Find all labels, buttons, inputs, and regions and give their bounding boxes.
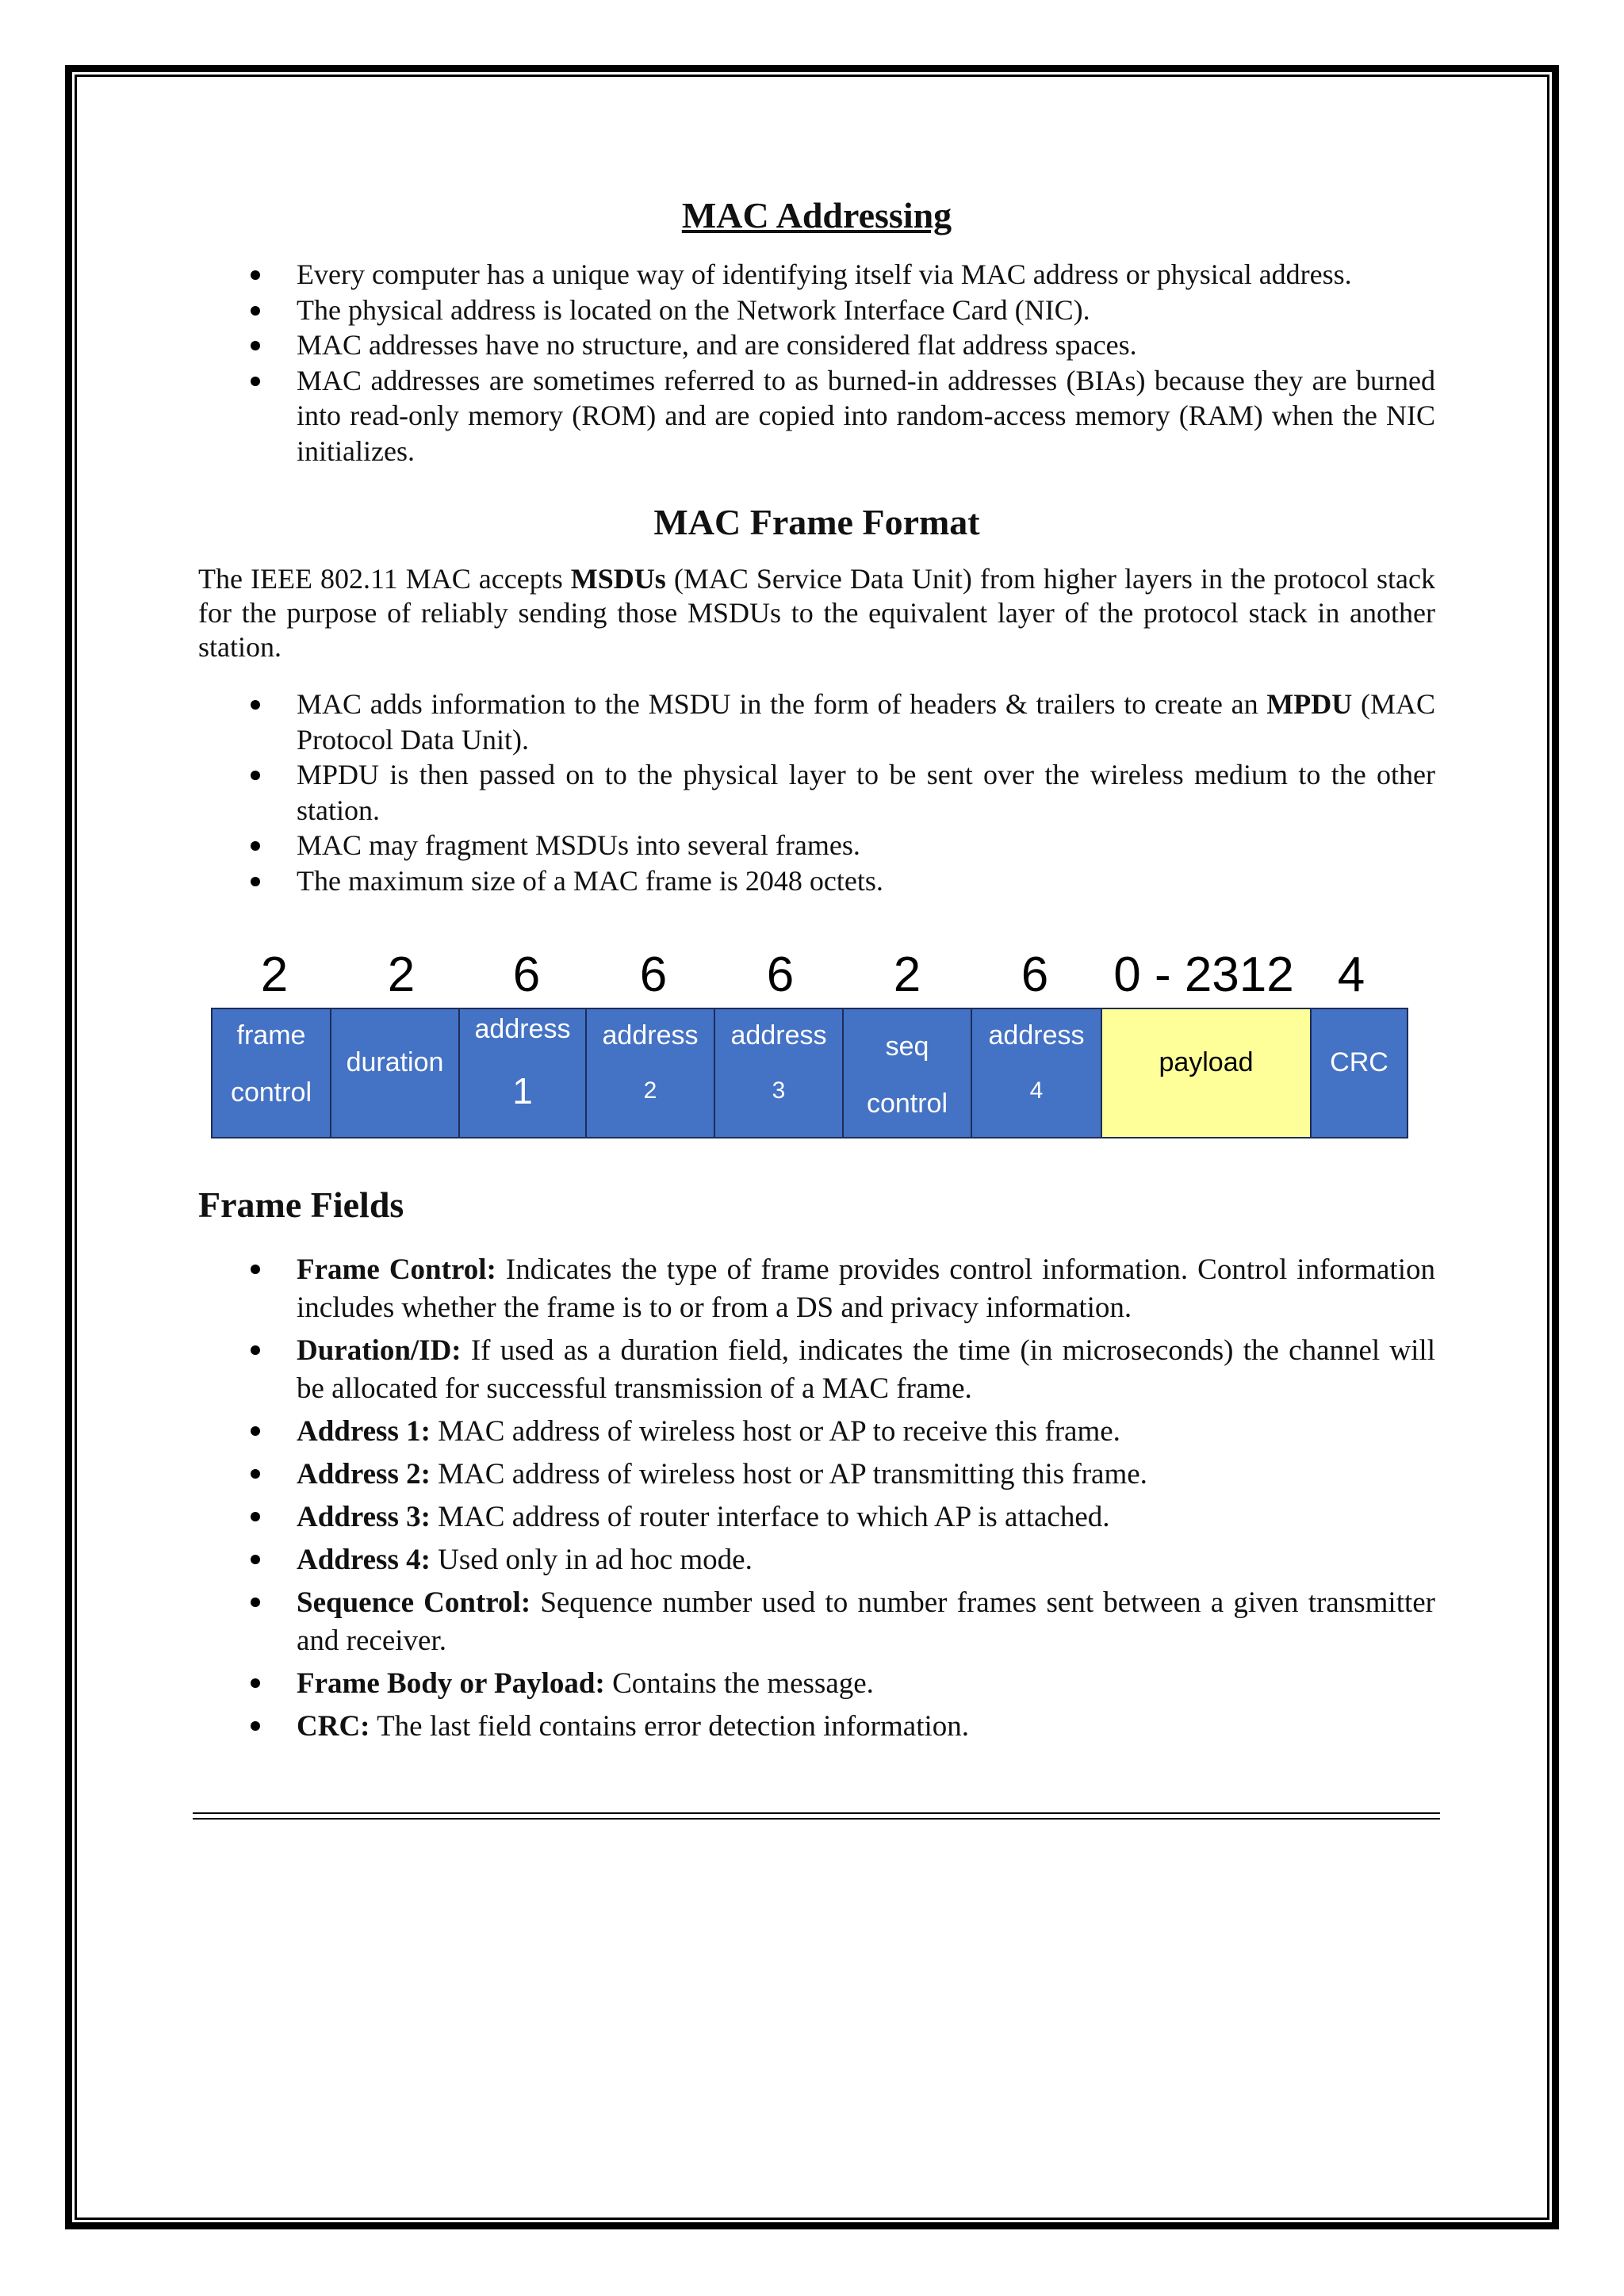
field-description: MAC address of wireless host or AP to receive this frame.	[430, 1415, 1120, 1448]
field-term: Address 4:	[297, 1544, 431, 1576]
list-item: MPDU is then passed on to the physical layer to be sent over the wireless medium to the other station.	[297, 757, 1435, 828]
field-description: Contains the message.	[604, 1667, 874, 1700]
list-item	[297, 1665, 1435, 1703]
list-item: MAC addresses have no structure, and are considered flat address spaces.	[297, 327, 1435, 363]
field-term: Frame Control:	[297, 1253, 496, 1286]
list-item	[297, 1708, 1435, 1746]
frame-fields-title: Frame Fields	[198, 1184, 404, 1225]
field-label: 4	[1029, 1077, 1044, 1104]
field-address-4	[971, 1008, 1102, 1138]
intro-text-1: The IEEE 802.11 MAC accepts	[198, 563, 571, 595]
list-item: Every computer has a unique way of identifying itself via MAC address or physical address.	[297, 257, 1435, 293]
field-crc	[1310, 1008, 1408, 1138]
bullet-bold-mpdu: MPDU	[1266, 688, 1353, 720]
list-item	[297, 1332, 1435, 1408]
field-term: Address 2:	[297, 1458, 431, 1490]
field-size: 2	[387, 947, 416, 1002]
list-item	[297, 1456, 1435, 1494]
field-description: Sequence number used to number frames sent between a given transmitter and receiver.	[297, 1586, 1435, 1657]
field-label: address	[730, 1020, 827, 1050]
mac-frame-diagram	[211, 947, 1408, 1142]
field-sizes-row	[211, 947, 1408, 1003]
field-size: 6	[1021, 947, 1049, 1002]
list-item	[297, 1413, 1435, 1451]
bullet-text: MAC adds information to the MSDU in the form of headers & trailers to create an	[297, 688, 1267, 720]
mac-frame-intro	[198, 562, 1435, 664]
field-size: 2	[893, 947, 921, 1002]
frame-fields-list	[198, 1251, 1435, 1746]
field-frame-control	[211, 1008, 331, 1138]
mac-addressing-list	[198, 257, 1435, 469]
field-term: CRC:	[297, 1710, 370, 1743]
mac-frame-format-title: MAC Frame Format	[653, 502, 980, 542]
field-term: Address 1:	[297, 1415, 431, 1448]
field-description: The last field contains error detection information.	[370, 1710, 970, 1743]
field-payload	[1101, 1008, 1312, 1138]
field-term: Sequence Control:	[297, 1586, 531, 1619]
list-item	[297, 1541, 1435, 1579]
list-item: MAC may fragment MSDUs into several frames.	[297, 828, 1435, 863]
field-size: 6	[766, 947, 795, 1002]
field-term: Frame Body or Payload:	[297, 1667, 605, 1700]
field-label: frame	[236, 1020, 306, 1050]
field-size: 0 - 2312	[1113, 947, 1294, 1002]
field-label: seq	[885, 1031, 929, 1062]
list-item: MAC addresses are sometimes referred to as burned-in addresses (BIAs) because they are burned into read-only memory (ROM) and are copied into random-access memory (RAM) when the NIC initializes.	[297, 363, 1435, 469]
list-item	[297, 1251, 1435, 1327]
field-description: MAC address of wireless host or AP transmitting this frame.	[430, 1458, 1147, 1490]
field-label: address	[988, 1020, 1085, 1050]
field-label: payload	[1159, 1047, 1254, 1077]
field-size: 4	[1337, 947, 1365, 1002]
list-item	[297, 687, 1435, 757]
mac-frame-format-section	[198, 497, 1435, 898]
field-boxes-row	[211, 1008, 1408, 1138]
field-label: 2	[643, 1077, 657, 1104]
field-label: 3	[772, 1077, 786, 1104]
mac-frame-list	[198, 687, 1435, 898]
field-address-1	[458, 1008, 587, 1138]
field-address-3	[714, 1008, 844, 1138]
intro-text-2: (MAC Service Data Unit) from higher layers in the protocol stack for the purpose of reliably sending those MSDUs to the equivalent layer of the protocol stack in another station.	[198, 563, 1435, 663]
field-seq-control	[842, 1008, 972, 1138]
mac-addressing-section	[198, 190, 1435, 469]
field-size: 2	[260, 947, 289, 1002]
field-address-2	[585, 1008, 715, 1138]
field-size: 6	[639, 947, 668, 1002]
mac-addressing-title: MAC Addressing	[681, 195, 952, 235]
field-term: Duration/ID:	[297, 1334, 462, 1367]
field-description: Indicates the type of frame provides control information. Control information includes whether the frame is to or from a DS and privacy information.	[297, 1253, 1435, 1324]
list-item: The maximum size of a MAC frame is 2048 octets.	[297, 863, 1435, 899]
field-duration	[330, 1008, 460, 1138]
list-item: The physical address is located on the Network Interface Card (NIC).	[297, 293, 1435, 328]
field-label: address	[474, 1014, 571, 1044]
footer-rule-bottom	[193, 1818, 1440, 1820]
field-description: MAC address of router interface to which AP is attached.	[430, 1501, 1110, 1533]
field-label: CRC	[1330, 1047, 1388, 1077]
field-label: control	[230, 1077, 312, 1108]
intro-bold-msdus: MSDUs	[570, 563, 666, 595]
frame-fields-section	[198, 1181, 1435, 1746]
field-label: address	[602, 1020, 699, 1050]
field-label: control	[866, 1089, 948, 1119]
field-description: Used only in ad hoc mode.	[430, 1544, 753, 1576]
field-term: Address 3:	[297, 1501, 431, 1533]
bullet-text: (MAC Protocol Data Unit).	[297, 688, 1435, 756]
list-item	[297, 1584, 1435, 1660]
field-description: If used as a duration field, indicates the time (in microseconds) the channel will be allocated for successful transmission of a MAC frame.	[297, 1334, 1435, 1405]
field-label: 1	[512, 1070, 533, 1112]
list-item	[297, 1498, 1435, 1536]
field-size: 6	[512, 947, 541, 1002]
field-label: duration	[346, 1047, 444, 1077]
footer-rule-top	[193, 1812, 1440, 1814]
